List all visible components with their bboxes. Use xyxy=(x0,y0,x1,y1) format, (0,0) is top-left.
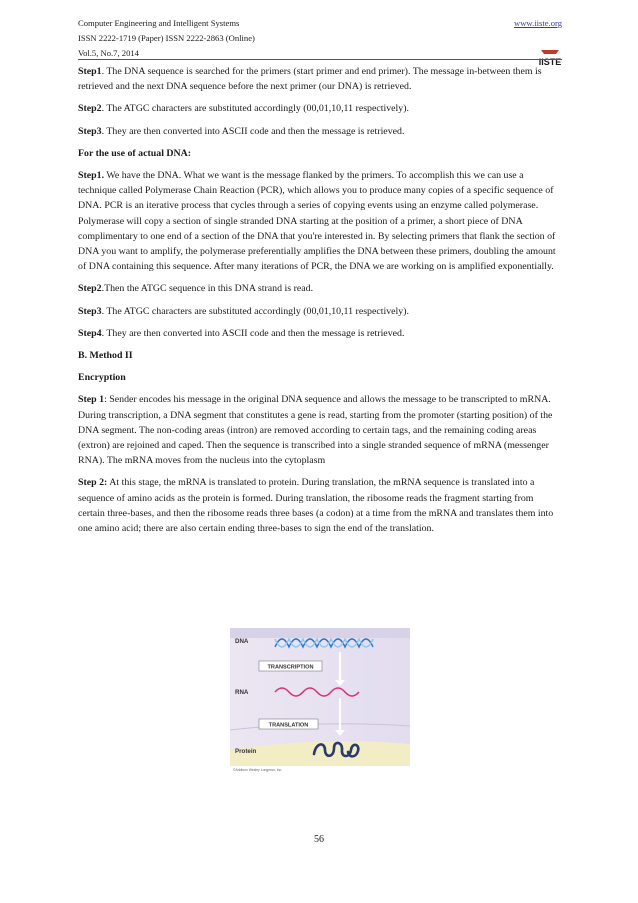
journal-name: Computer Engineering and Intelligent Systems xyxy=(78,18,240,28)
page-number: 56 xyxy=(314,834,324,845)
paragraph xyxy=(78,392,562,468)
paragraph xyxy=(78,168,562,274)
paragraph-text: . The ATGC characters are substituted accordingly (00,01,10,11 respectively). xyxy=(101,305,409,317)
figure-credit: ©Addison Wesley Longman, Inc. xyxy=(233,768,283,772)
paragraph xyxy=(78,348,562,363)
paragraph-lead: Step3 xyxy=(78,305,102,317)
volume-line: Vol.5, No.7, 2014 xyxy=(78,48,139,58)
paragraph-lead: Step1. xyxy=(78,170,105,182)
issn-line: ISSN 2222-1719 (Paper) ISSN 2222-2863 (Online) xyxy=(78,33,255,43)
paragraph xyxy=(78,101,562,116)
paragraph xyxy=(78,146,562,161)
paragraph-text: . They are then converted into ASCII code and then the message is retrieved. xyxy=(101,327,405,339)
article-body xyxy=(78,64,562,543)
paragraph-lead: Step2 xyxy=(78,103,102,115)
paragraph xyxy=(78,304,562,319)
page-header xyxy=(78,16,562,67)
paragraph xyxy=(78,475,562,536)
journal-url-link[interactable]: www.iiste.org xyxy=(514,18,562,28)
transcription-label: TRANSCRIPTION xyxy=(267,664,314,671)
paragraph-text: We have the DNA. What we want is the message flanked by the primers. To accomplish this we can use a technique called Polymerase Chain Reaction (PCR), which allows you to produce many copies of a specific sequence of DNA. PCR is an iterative process that cycles through a series of copying events using an enzyme called polymerase. Polymerase will copy a section of single stranded DNA starting at the position of a primer, a short piece of DNA complimentary to one end of a section of the DNA that you're interested in. By selecting primers that flank the section of DNA you want to amplify, the polymerase preferentially amplifies the DNA between these primers, doubling the amount of DNA containing this sequence. After many iterations of PCR, the DNA we are working on is amplified exponentially. xyxy=(78,170,556,273)
paragraph-text: : Sender encodes his message in the original DNA sequence and allows the message to be transcripted to mRNA. During transcription, a DNA segment that constitutes a gene is read, starting from the promoter (starting position) of the DNA segment. The non-coding areas (intron) are removed according to certain tags, and the remaining coding areas (extron) are rejoined and caped. Then the sequence is transcribed into a single stranded sequence of mRNA (messenger RNA). The mRNA moves from the nucleus into the cytoplasm xyxy=(78,394,553,467)
paragraph-text: At this stage, the mRNA is translated to protein. During translation, the mRNA sequence is translated into a sequence of amino acids as the protein is formed. During translation, the ribosome reads the fragment starting from certain three-bases, and then the ribosome reads three bases (a codon) at a time from the mRNA and translates them into one amino acid; there are also certain ending three-bases to sign the end of the translation. xyxy=(78,477,554,535)
paragraph-text: . They are then converted into ASCII code and then the message is retrieved. xyxy=(101,125,405,137)
paragraph-lead: Step 1 xyxy=(78,394,105,406)
paragraph-text: . The DNA sequence is searched for the primers (start primer and end primer). The message in-between them is retrieved and the next DNA sequence before the next primer (our DNA) is retrieved. xyxy=(78,66,542,93)
paragraph-lead: Step1 xyxy=(78,66,102,77)
paragraph-lead: Step3 xyxy=(78,125,102,137)
dna-label: DNA xyxy=(235,638,249,645)
protein-label: Protein xyxy=(235,748,257,755)
paragraph-lead: For the use of actual DNA: xyxy=(78,147,192,159)
paragraph xyxy=(78,326,562,341)
paragraph-lead: Step 2: xyxy=(78,477,108,489)
paragraph xyxy=(78,124,562,139)
paragraph-lead: Step2 xyxy=(78,283,102,295)
header-divider xyxy=(78,59,562,60)
paragraph xyxy=(78,64,562,94)
logo-text: IISTE xyxy=(538,57,562,67)
paragraph-text: . The ATGC characters are substituted accordingly (00,01,10,11 respectively). xyxy=(101,103,409,115)
paragraph xyxy=(78,281,562,296)
paragraph xyxy=(78,370,562,385)
translation-label: TRANSLATION xyxy=(268,722,309,729)
paragraph-lead: Step4 xyxy=(78,327,102,339)
transcription-translation-figure xyxy=(230,628,410,773)
paragraph-lead: B. Method II xyxy=(78,350,133,362)
rna-label: RNA xyxy=(235,689,249,696)
paragraph-lead: Encryption xyxy=(78,372,126,384)
paragraph-text: .Then the ATGC sequence in this DNA strand is read. xyxy=(101,283,314,295)
